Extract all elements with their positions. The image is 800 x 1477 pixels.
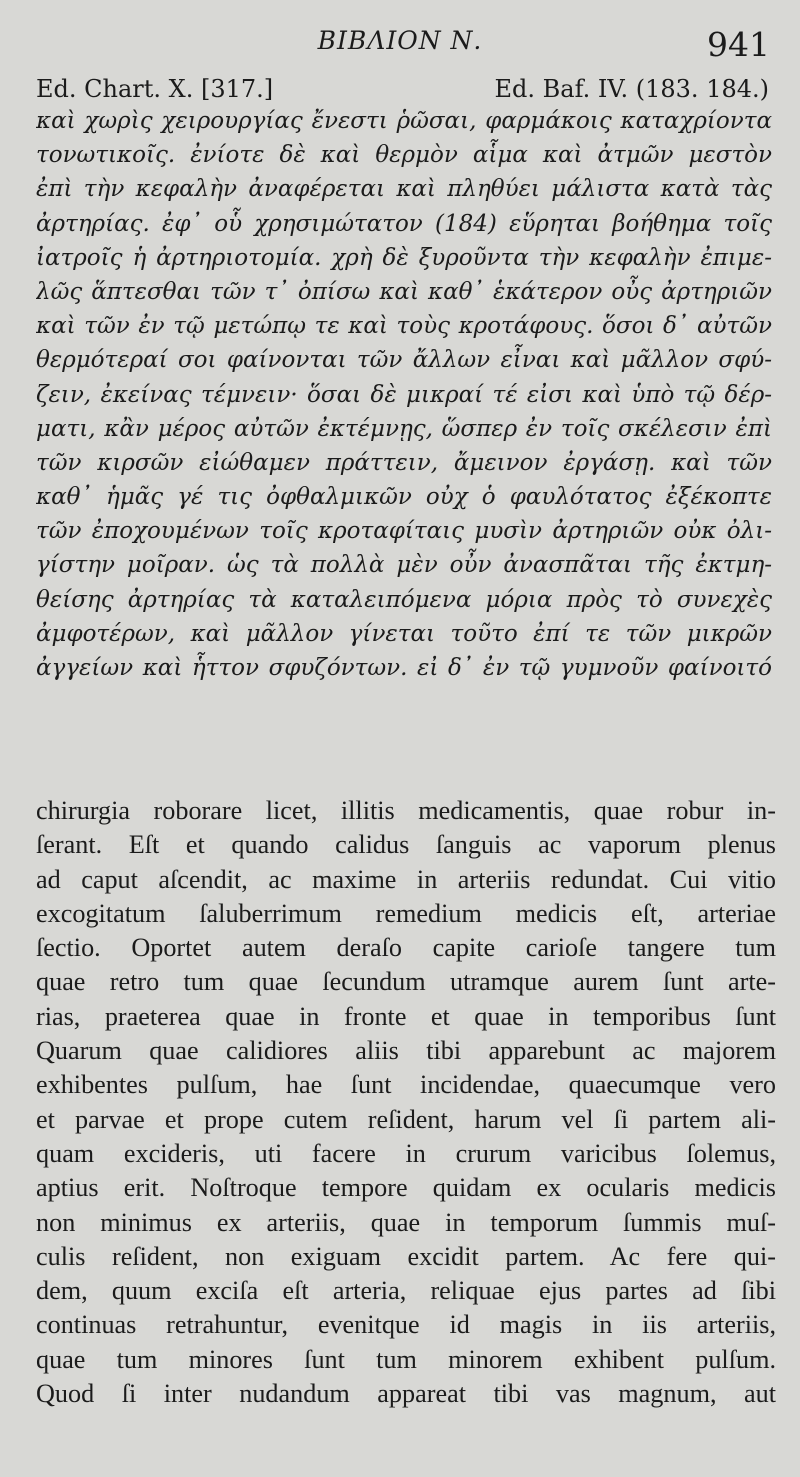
latin-line: et parvae et prope cutem reſident, harum vel ſi partem ali- (36, 1104, 776, 1134)
greek-line: ἀγγείων καὶ ἧττον σφυζόντων. εἰ δ᾽ ἐν τῷ γυμνοῦν φαίνοιτό (36, 655, 772, 681)
running-title: BIBΛΙΟΝ Ν. (317, 26, 483, 55)
latin-line: dem, quum exciſa eſt arteria, reliquae ejus partes ad ſibi (36, 1276, 776, 1306)
greek-line: καὶ τῶν ἐν τῷ μετώπῳ τε καὶ τοὺς κροτάφους. ὅσοι δ᾽ αὐτῶν (36, 313, 772, 340)
latin-line: chirurgia roborare licet, illitis medicamentis, quae robur in- (36, 796, 776, 825)
greek-line: τῶν ἐποχουμένων τοῖς κροταφίταις μυσὶν ἀρτηριῶν οὐκ ὀλι- (36, 518, 772, 545)
latin-line: Quarum quae calidiores aliis tibi apparebunt ac majorem (36, 1036, 776, 1066)
greek-line: ζειν, ἐκείνας τέμνειν· ὅσαι δὲ μικραί τέ εἰσι καὶ ὑπὸ τῷ δέρ- (36, 381, 772, 408)
latin-line: continuas retrahuntur, evenitque id magis in iis arteriis, (36, 1310, 776, 1340)
greek-line: ἀμφοτέρων, καὶ μᾶλλον γίνεται τοῦτο ἐπί τε τῶν μικρῶν (36, 620, 772, 647)
greek-line: γίστην μοῖραν. ὡς τὰ πολλὰ μὲν οὖν ἀνασπᾶται τῆς ἐκτμη- (36, 552, 772, 579)
page-number: 941 (707, 25, 770, 64)
latin-line: excogitatum ſaluberrimum remedium medicis eſt, arteriae (36, 898, 776, 928)
greek-line: καθ᾽ ἡμᾶς γέ τις ὀφθαλμικῶν οὐχ ὁ φαυλότατος ἐξέκοπτε (36, 484, 772, 511)
greek-line: λῶς ἅπτεσθαι τῶν τ᾽ ὀπίσω καὶ καθ᾽ ἑκάτερον οὖς ἀρτηριῶν (36, 278, 772, 305)
latin-line: quae tum minores ſunt tum minorem exhibent pulſum. (36, 1344, 776, 1374)
greek-line: ματι, κἂν μέρος αὐτῶν ἐκτέμνῃς, ὥσπερ ἐν τοῖς σκέλεσιν ἐπὶ (36, 415, 772, 442)
edition-reference-right: Ed. Baf. IV. (183. 184.) (494, 75, 769, 103)
greek-line: ἀρτηρίας. ἐφ᾽ οὗ χρησιμώτατον (184) εὕρηται βοήθημα τοῖς (36, 210, 772, 237)
latin-line: ſerant. Eſt et quando calidus ſanguis ac vaporum plenus (36, 830, 776, 860)
latin-text-block (36, 794, 776, 1411)
latin-line: exhibentes pulſum, hae ſunt incidendae, quaecumque vero (36, 1070, 776, 1100)
latin-line: non minimus ex arteriis, quae in temporum ſummis muſ- (36, 1207, 776, 1237)
latin-line: quam excideris, uti facere in crurum varicibus ſolemus, (36, 1138, 776, 1168)
latin-line: aptius erit. Noſtroque tempore quidam ex ocularis medicis (36, 1173, 776, 1203)
latin-line: culis reſident, non exiguam excidit partem. Ac fere qui- (36, 1241, 776, 1271)
latin-line: Quod ſi inter nudandum appareat tibi vas magnum, aut (36, 1379, 776, 1409)
greek-line: ἰατροῖς ἡ ἀρτηριοτομία. χρὴ δὲ ξυροῦντα τὴν κεφαλὴν ἐπιμε- (36, 244, 772, 271)
latin-line: rias, praeterea quae in fronte et quae in temporibus ſunt (36, 1001, 776, 1031)
latin-line: quae retro tum quae ſecundum utramque aurem ſunt arte- (36, 967, 776, 997)
greek-line: τῶν κιρσῶν εἰώθαμεν πράττειν, ἄμεινον ἐργάσῃ. καὶ τῶν (36, 449, 772, 476)
latin-line: ſectio. Oportet autem deraſo capite carioſe tangere tum (36, 933, 776, 963)
latin-line: ad caput aſcendit, ac maxime in arteriis redundat. Cui vitio (36, 864, 776, 894)
greek-line: θείσης ἀρτηρίας τὰ καταλειπόμενα μόρια πρὸς τὸ συνεχὲς (36, 586, 772, 613)
greek-text-block (36, 104, 772, 685)
greek-line: θερμότεραί σοι φαίνονται τῶν ἄλλων εἶναι καὶ μᾶλλον σφύ- (36, 347, 772, 374)
greek-line: τονωτικοῖς. ἐνίοτε δὲ καὶ θερμὸν αἷμα καὶ ἀτμῶν μεστὸν (36, 142, 772, 169)
greek-line: ἐπὶ τὴν κεφαλὴν ἀναφέρεται καὶ πληθύει μάλιστα κατὰ τὰς (36, 176, 772, 203)
greek-line: καὶ χωρὶς χειρουργίας ἔνεστι ῥῶσαι, φαρμάκοις καταχρίοντα (36, 108, 772, 134)
edition-reference-left: Ed. Chart. X. [317.] (36, 75, 274, 103)
